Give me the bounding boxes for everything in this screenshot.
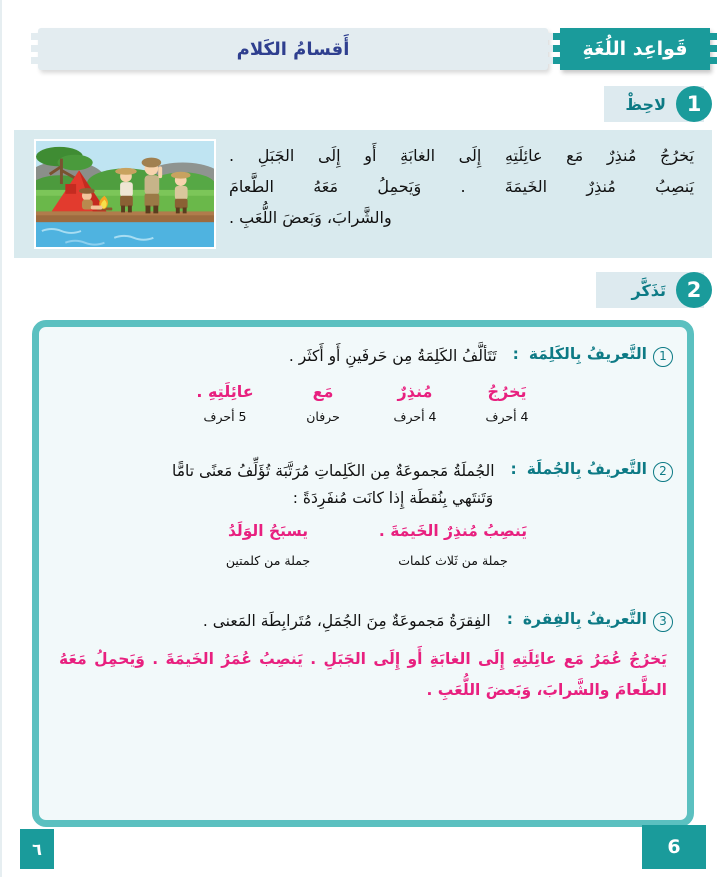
step-2-label: تَذَكَّر: [631, 280, 666, 300]
camping-scene-svg: [36, 141, 214, 249]
rule-item-2: [53, 458, 673, 568]
example-word-2-text: مُنذِرٌ: [397, 382, 433, 402]
rule-3-term: التَّعريفُ بِالفِقرة: [522, 610, 647, 629]
example-sentence-1-text: يَنصِبُ مُنذِرٌ الخَيمَةَ .: [378, 522, 528, 541]
example-word-4: [173, 382, 277, 424]
rule-3-colon: :: [506, 610, 513, 629]
example-sentence-2: [178, 522, 358, 568]
example-word-4-count: 5 أحرف: [203, 409, 247, 425]
example-word-1-count: 4 أحرف: [485, 409, 529, 425]
rule-3-definition: الفِقرَةُ مَجموعَةٌ مِنَ الجُمَلِ، مُتَرابِطَة المَعنى .: [202, 612, 491, 631]
rule-2-sentences: [53, 522, 673, 568]
remember-box: [32, 320, 694, 827]
example-sentence-1-caption: جملة من ثَلاث كلمات: [398, 553, 508, 569]
step-1-number: 1: [686, 92, 702, 116]
step-2-number: 2: [686, 278, 702, 302]
rule-1-term: التَّعريفُ بِالكَلِمَة: [528, 345, 647, 363]
example-word-2-count: 4 أحرف: [393, 409, 437, 425]
rule-1-examples: [53, 382, 673, 424]
rule-2-colon: :: [510, 460, 517, 479]
page-number-latin-text: 6: [667, 836, 681, 858]
step-1-label: لاحِظْ: [625, 94, 666, 114]
camping-scene-illustration: [34, 139, 216, 249]
rule-1-number: 1: [653, 347, 673, 367]
page-number-latin: [642, 825, 706, 869]
example-word-3-count: حرفان: [306, 409, 340, 425]
rule-1-definition: تَتَألَّفُ الكَلِمَةُ مِن حَرفَينِ أَو أَكثَر .: [288, 347, 497, 365]
rule-1-colon: :: [512, 345, 519, 363]
step-2-header: [619, 272, 712, 308]
observe-passage-line-1: يَخرُجُ مُنذِرٌ مَع عائِلَتِهِ إِلَى الغابَةِ أَو إِلَى الجَبَلِ .: [229, 146, 694, 165]
step-1-header: [613, 86, 712, 122]
example-sentence-2-caption: جملة من كلمتين: [225, 553, 311, 569]
example-word-1: [461, 382, 553, 424]
rule-item-3: [53, 608, 673, 705]
lesson-title-box: [38, 28, 548, 70]
rule-3-example-paragraph: يَخرُجُ عُمَرُ مَع عائِلَتِهِ إِلَى الغابَةِ أَو إِلَى الجَبَلِ . يَنصِبُ عُمَرُ الخَيمَةَ . وَيَحمِلُ مَعَهُ الطَّعامَ والشَّرابَ، وَبَعضَ اللُّعَبِ .: [59, 649, 667, 699]
chapter-tab-text: قَواعِد اللُغَةِ: [582, 38, 688, 60]
lesson-title-text: أَقسامُ الكَلام: [236, 38, 350, 60]
rule-item-1: [53, 343, 673, 424]
step-1-number-badge: [676, 86, 712, 122]
page-number-arabic-text: ٦: [32, 839, 42, 859]
rule-3-head: [53, 608, 673, 635]
example-word-1-text: يَخرُجُ: [487, 382, 527, 402]
rule-2-term: التَّعريفُ بِالجُملَة: [526, 460, 647, 479]
rule-1-head: [53, 343, 673, 370]
observe-passage-line-3: والشَّرابَ، وَبَعضَ اللُّعَبِ .: [229, 208, 392, 228]
rule-2-head: [53, 458, 673, 485]
example-sentence-1: [358, 522, 548, 568]
example-sentence-2-text: يسبَحُ الوَلَدُ: [227, 522, 309, 541]
example-word-3: [277, 382, 369, 424]
observe-passage-line-2: يَنصِبُ مُنذِرٌ الخَيمَةَ . وَيَحمِلُ مَعَهُ الطَّعامَ: [229, 177, 694, 197]
rule-3-number: 3: [653, 612, 673, 632]
observe-panel: [14, 130, 712, 258]
example-word-3-text: مَع: [312, 382, 334, 402]
example-word-4-text: عائِلَتِهِ .: [196, 382, 254, 402]
chapter-tab: [560, 28, 710, 70]
page-number-arabic: [20, 829, 54, 869]
rule-2-definition: الجُملَةُ مَجموعَةٌ مِن الكَلِماتِ مُرَتَّبَة تُؤَلِّفُ مَعنًى تامًّا: [171, 462, 495, 481]
observe-passage: [229, 140, 694, 234]
rule-2-number: 2: [653, 462, 673, 482]
step-2-number-badge: [676, 272, 712, 308]
example-word-2: [369, 382, 461, 424]
rule-2-definition-line-2: وَتَنتَهي بِنُقطَة إِذا كانَت مُنفَرِدَةً :: [292, 489, 494, 508]
page-header: [2, 24, 720, 74]
